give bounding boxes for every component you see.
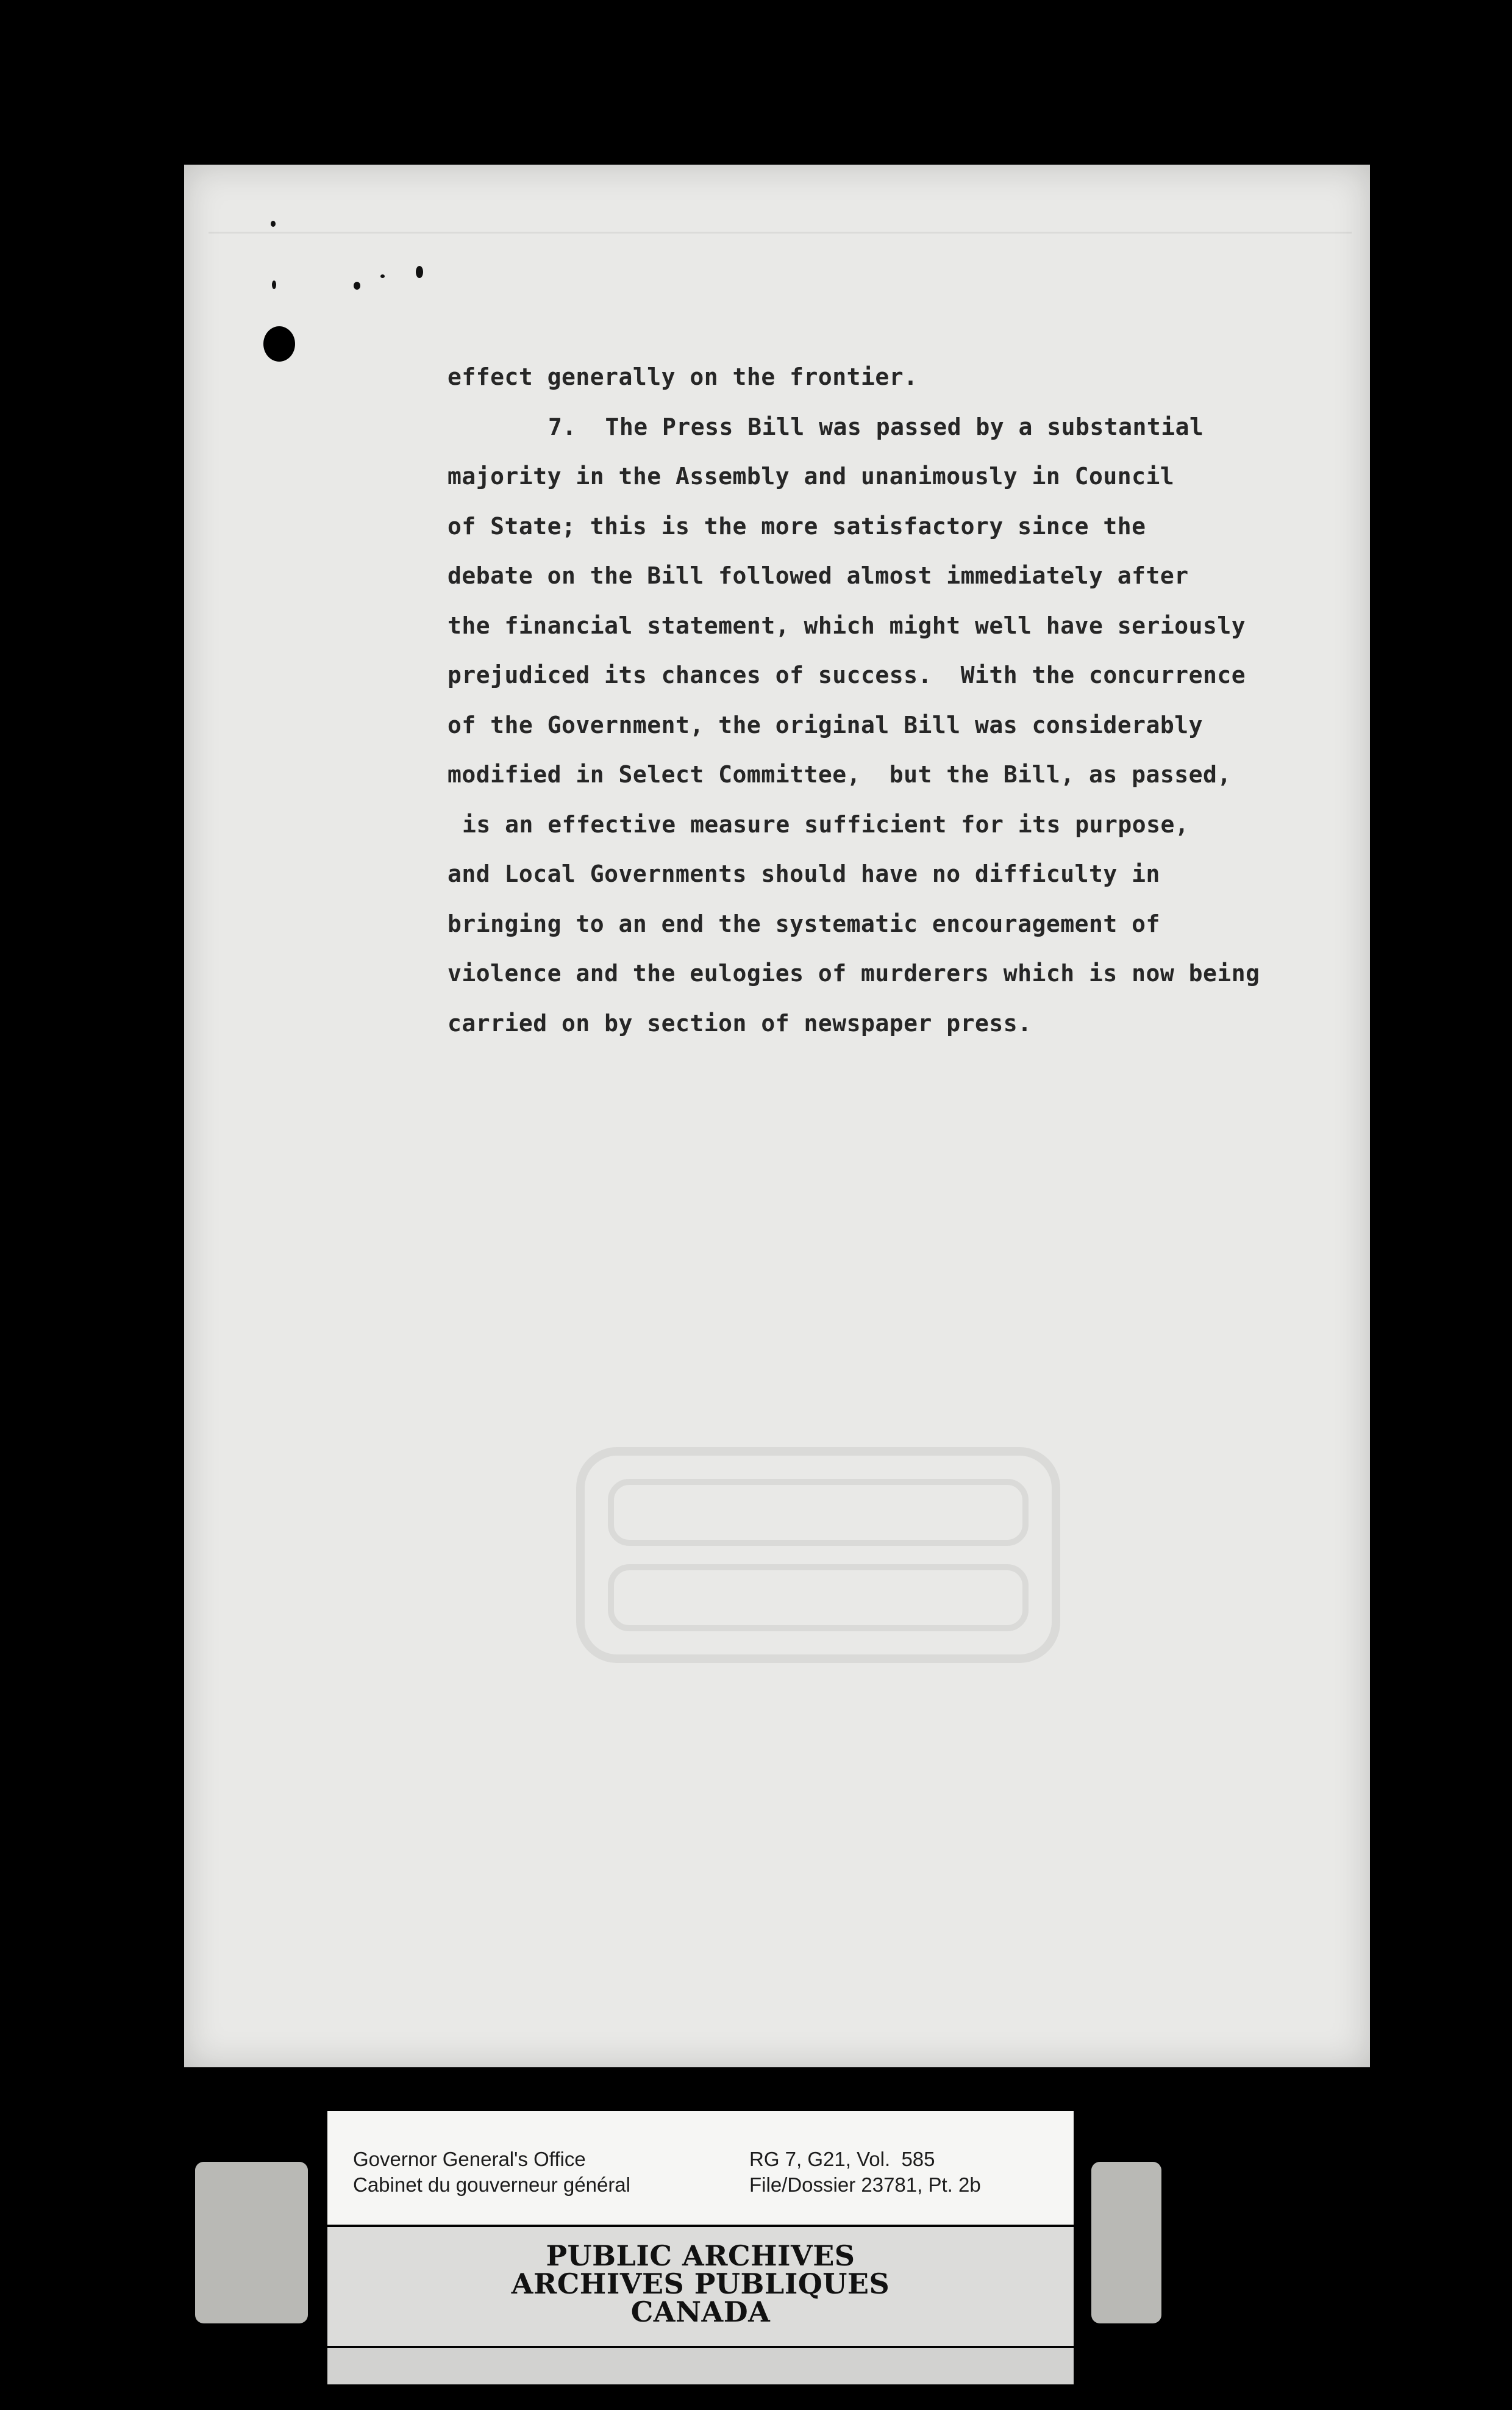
ink-speck (416, 266, 423, 278)
text-line: is an effective measure sufficient for its purpose, (462, 810, 1189, 838)
text-line: the financial statement, which might well have seriously (448, 612, 1246, 639)
text-line: carried on by section of newspaper press. (448, 1009, 1032, 1037)
file-reference: File/Dossier 23781, Pt. 2b (749, 2173, 981, 2196)
folder-tab-right (1091, 2162, 1161, 2323)
public-archives-stamp (327, 2239, 1074, 2328)
typed-body (448, 352, 1350, 1048)
text-line: modified in Select Committee, but the Bill, as passed, (448, 761, 1232, 788)
bottom-strip (327, 2348, 1074, 2384)
ink-speck (380, 274, 385, 278)
stamp-line-french: ARCHIVES PUBLIQUES (511, 2267, 890, 2300)
paragraph-7-start: 7. The Press Bill was passed by a substantial (548, 413, 1204, 440)
text-line: majority in the Assembly and unanimously in Council (448, 463, 1175, 490)
text-line: violence and the eulogies of murderers which is now being (448, 960, 1260, 987)
text-line: prejudiced its chances of success. With the concurrence (448, 662, 1246, 688)
folder-tab-left (195, 2162, 308, 2323)
watermark-emblem (574, 1445, 1062, 1665)
stamp-line-english: PUBLIC ARCHIVES (546, 2239, 855, 2272)
office-french: Cabinet du gouverneur général (353, 2173, 630, 2196)
stamp-line-country: CANADA (630, 2295, 771, 2328)
office-names (353, 2147, 630, 2198)
ink-speck (272, 281, 276, 289)
reference-numbers (749, 2147, 981, 2198)
document-page (184, 165, 1370, 2067)
text-line: effect generally on the frontier. (448, 363, 918, 390)
ink-speck (354, 282, 360, 290)
text-line: and Local Governments should have no difficulty in (448, 860, 1160, 887)
fold-line (209, 232, 1352, 234)
archive-reference-label (327, 2111, 1074, 2225)
record-group-reference: RG 7, G21, Vol. 585 (749, 2148, 935, 2170)
ink-speck (271, 221, 276, 227)
text-line: debate on the Bill followed almost immediately after (448, 562, 1189, 589)
punch-hole (263, 326, 295, 362)
office-english: Governor General's Office (353, 2148, 586, 2170)
text-line: bringing to an end the systematic encouragement of (448, 910, 1160, 937)
archives-stamp-band (327, 2227, 1074, 2346)
text-line: of the Government, the original Bill was considerably (448, 711, 1204, 738)
text-line: of State; this is the more satisfactory since the (448, 512, 1146, 540)
